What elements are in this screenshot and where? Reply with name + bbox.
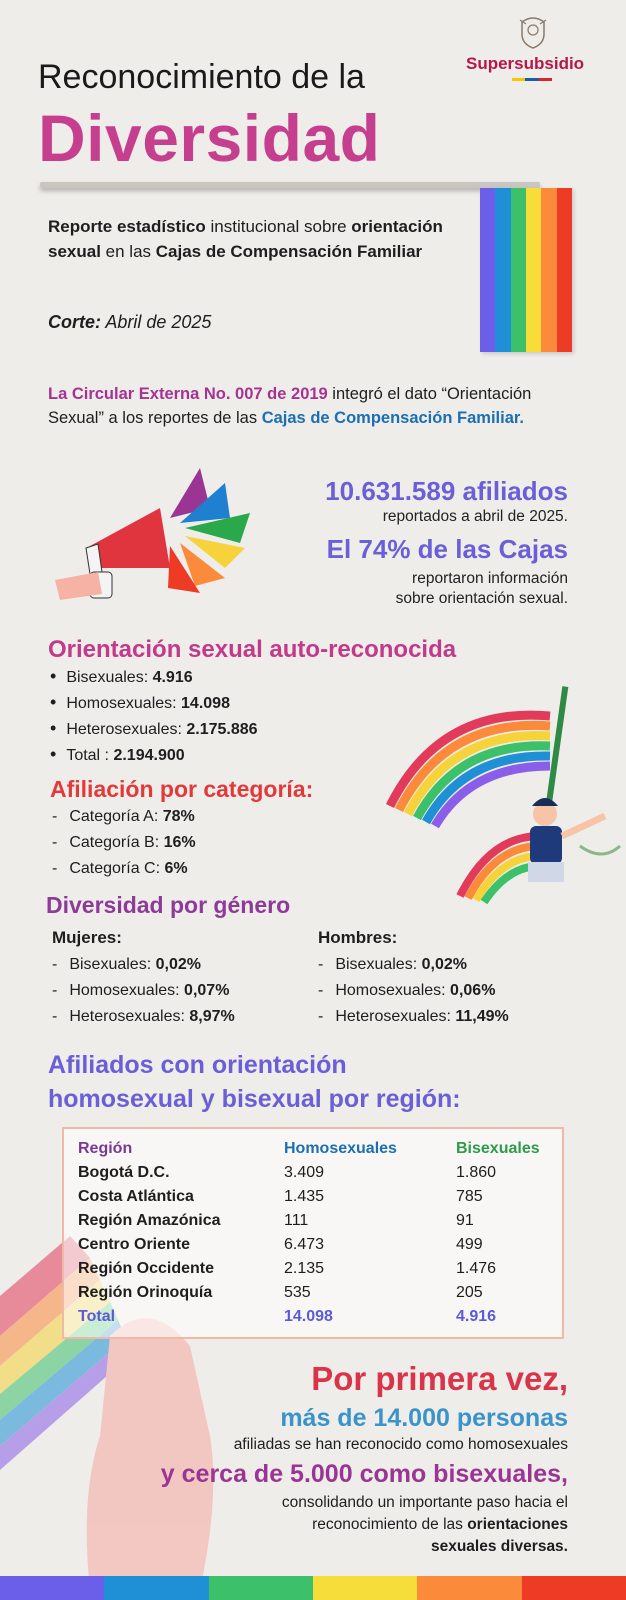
list-item [52,830,196,856]
item-label: Homosexuales: [69,982,185,999]
list-item [52,856,196,882]
list-item [50,690,258,716]
item-value: 14.098 [181,695,230,712]
category-list [52,804,196,882]
cell-region: Región Orinoquía [78,1284,213,1301]
cell-homosexual: 2.135 [284,1260,325,1277]
footer-bisexual-count: y cerca de 5.000 como bisexuales, [160,1460,568,1488]
circular-highlight: La Circular Externa No. 007 de 2019 [48,385,328,403]
bar-yellow [313,1576,417,1600]
women-list [52,952,235,1030]
orientation-list [50,664,258,768]
list-item [50,716,258,742]
item-label: Bisexuales: [335,956,422,973]
region-table [78,1137,556,1329]
table-row [78,1281,556,1305]
item-label: Categoría B: [69,834,164,851]
column-header-homosexual: Homosexuales [284,1140,397,1157]
list-item [318,978,509,1004]
report-description [48,214,448,264]
footer-text-2c: sexuales diversas. [430,1538,568,1555]
list-item [52,978,235,1004]
cell-homosexual: 3.409 [284,1164,325,1181]
cell-homosexual: 6.473 [284,1236,325,1253]
footer-text-2a: consolidando un importante paso hacia el [281,1494,568,1511]
cell-bisexual: 1.476 [456,1260,497,1277]
men-list [318,952,509,1030]
footer-text-2b [200,1514,568,1536]
item-label: Homosexuales: [335,982,451,999]
item-label: Heterosexuales: [69,1008,190,1025]
cell-homosexual: 111 [284,1212,309,1229]
brand-logo: Supersubsidio [466,54,585,73]
item-label: Heterosexuales: [335,1008,456,1025]
affiliates-total: 10.631.589 afiliados [325,476,568,506]
item-value: 16% [163,834,196,851]
item-value: 0,06% [450,982,496,999]
table-row [78,1233,556,1257]
cell-region: Costa Atlántica [78,1188,194,1205]
coat-of-arms-icon [518,14,548,50]
flag-stripe-orange [541,188,556,352]
bar-violet [0,1576,104,1600]
item-label: Categoría C: [69,860,165,877]
item-label: Heterosexuales: [66,721,187,738]
men-heading: Hombres: [318,928,398,947]
women-heading: Mujeres: [52,928,122,947]
rainbow-person-illustration [380,686,626,916]
table-total-row [78,1305,556,1329]
item-value: 6% [164,860,188,877]
flag-stripe-yellow [526,188,541,352]
item-value: 8,97% [189,1008,235,1025]
footer-headline: Por primera vez, [311,1360,568,1397]
cell-bisexual: 1.860 [456,1164,497,1181]
cell-region: Región Amazónica [78,1212,221,1229]
item-value: 78% [162,808,195,825]
megaphone-illustration [50,468,260,608]
flag-stripe-green [511,188,526,352]
cajas-percent: El 74% de las Cajas [326,534,568,564]
cell-bisexual: 205 [456,1284,483,1301]
cell-bisexual: 91 [456,1212,474,1229]
item-value: 0,02% [155,956,201,973]
list-item [52,952,235,978]
flag-stripe-red [557,188,572,352]
cutoff-value: Abril de 2025 [101,312,212,332]
footer-text-2b-plain: reconocimiento de las [312,1516,468,1533]
list-item [318,952,509,978]
cell-bisexual: 499 [456,1236,483,1253]
region-heading-line-1: Afiliados con orientación [48,1051,347,1079]
item-label: Bisexuales: [69,956,156,973]
cell-total-bisexual: 4.916 [456,1308,497,1325]
list-item [52,804,196,830]
divider [40,182,540,188]
cutoff-date [48,312,211,333]
cell-total-homosexual: 14.098 [284,1308,333,1325]
item-value: 11,49% [455,1008,509,1025]
list-item [50,664,258,690]
gender-heading: Diversidad por género [46,892,291,918]
flag-stripe [512,78,552,81]
flag-stripe-violet [480,188,495,352]
region-heading-line-2: homosexual y bisexual por región: [48,1085,461,1113]
cell-region: Bogotá D.C. [78,1164,170,1181]
cell-region: Centro Oriente [78,1236,191,1253]
report-text-1: institucional sobre [205,217,352,236]
orientation-heading: Orientación sexual auto-reconocida [48,636,457,663]
table-row [78,1161,556,1185]
region-table-container [62,1127,564,1339]
table-row [78,1257,556,1281]
footer-text-2 [200,1492,568,1558]
item-value: 2.194.900 [113,747,185,764]
item-label: Bisexuales: [66,669,153,686]
bar-green [209,1576,313,1600]
page-title: Diversidad [38,101,381,175]
table-header [78,1137,556,1161]
table-row [78,1185,556,1209]
cajas-caption-2: sobre orientación sexual. [395,590,568,607]
report-bold-1: Reporte estadístico [48,217,206,236]
title-line-1: Reconocimiento de la [38,58,365,96]
item-value: 2.175.886 [186,721,258,738]
list-item [52,1004,235,1030]
item-label: Categoría A: [69,808,163,825]
rainbow-flag [480,188,572,352]
circular-note [48,382,568,430]
cajas-caption-1: reportaron información [412,570,568,587]
region-heading [48,1048,568,1116]
list-item [318,1004,509,1030]
cell-bisexual: 785 [456,1188,483,1205]
footer-text-1: afiliadas se han reconocido como homosexuales [233,1436,568,1453]
circular-highlight-2: Cajas de Compensación Familiar. [261,409,524,427]
footer-homosexual-count: más de 14.000 personas [280,1404,568,1432]
column-header-region: Región [78,1140,133,1157]
table-row [78,1209,556,1233]
report-text-2: en las [100,242,156,261]
bar-orange [417,1576,521,1600]
circular-text: integró el dato “Orientación Sexual” a los reportes de las [48,385,532,427]
bar-red [522,1576,626,1600]
item-label: Total : [66,747,114,764]
cell-homosexual: 535 [284,1284,311,1301]
footer-text-2b-bold: orientaciones [467,1516,568,1533]
report-bold-3: Cajas de Compensación Familiar [155,242,423,261]
item-value: 0,02% [421,956,467,973]
affiliates-caption: reportados a abril de 2025. [382,508,568,525]
cell-total-label: Total [78,1308,116,1325]
cell-homosexual: 1.435 [284,1188,325,1205]
report-bold-2: orientación sexual [48,217,443,261]
flag-stripe-blue [495,188,510,352]
category-heading: Afiliación por categoría: [50,776,314,802]
item-value: 0,07% [184,982,230,999]
cell-region: Región Occidente [78,1260,215,1277]
bar-blue [104,1576,208,1600]
item-value: 4.916 [152,669,193,686]
cutoff-label: Corte: [48,312,101,332]
item-label: Homosexuales: [66,695,182,712]
list-item [50,742,258,768]
bottom-rainbow-bar [0,1576,626,1600]
column-header-bisexual: Bisexuales [456,1140,540,1157]
